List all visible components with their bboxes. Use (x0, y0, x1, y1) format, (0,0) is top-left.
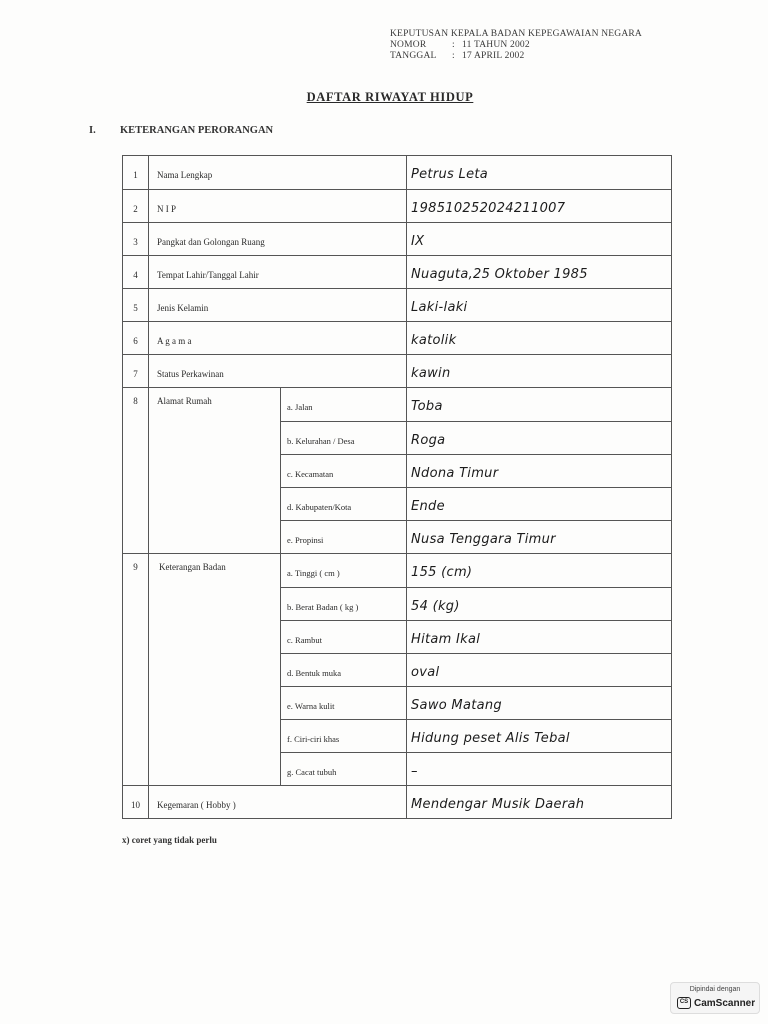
subrow-value: oval (411, 665, 440, 680)
table-row-nip (123, 189, 671, 222)
row-value: Mendengar Musik Daerah (411, 797, 585, 812)
table-row-marital (123, 354, 671, 387)
subrow-height (281, 554, 671, 587)
subrow-label: e. Propinsi (281, 521, 407, 553)
row-label: Kegemaran ( Hobby ) (149, 786, 407, 818)
camscanner-logo-icon: CS (677, 997, 691, 1009)
scanner-brand (677, 997, 755, 1009)
subrow-regency (281, 487, 671, 520)
subrow-value: Ende (411, 499, 445, 514)
decree-title: KEPUTUSAN KEPALA BADAN KEPEGAWAIAN NEGARA (390, 29, 642, 39)
row-value: Petrus Leta (411, 167, 489, 182)
row-value: IX (411, 234, 425, 249)
subrow-province (281, 520, 671, 553)
section-heading (89, 125, 273, 136)
subrow-label: f. Ciri-ciri khas (281, 720, 407, 752)
row-number: 4 (123, 256, 149, 288)
decree-date-key: TANGGAL (390, 51, 437, 61)
row-value: kawin (411, 366, 451, 381)
row-label: Pangkat dan Golongan Ruang (149, 223, 407, 255)
subrow-value: Sawo Matang (411, 698, 502, 713)
subrow-value: – (411, 764, 418, 779)
table-row-religion (123, 321, 671, 354)
row-label: Nama Lengkap (149, 156, 407, 189)
table-row-birth (123, 255, 671, 288)
subrow-village (281, 421, 671, 454)
table-row-hobby (123, 785, 671, 818)
subrow-disability (281, 752, 671, 785)
subrow-value: Toba (411, 399, 443, 414)
document-title-text: DAFTAR RIWAYAT HIDUP (306, 90, 474, 104)
subrow-value: Ndona Timur (411, 466, 499, 481)
decree-date (390, 51, 642, 62)
subrow-features (281, 719, 671, 752)
decree-number (390, 40, 642, 51)
decree-number-key: NOMOR (390, 40, 427, 50)
section-heading-text: KETERANGAN PERORANGAN (120, 125, 274, 136)
subrow-street (281, 388, 671, 421)
decree-date-value: 17 APRIL 2002 (462, 51, 525, 61)
row-value: Laki-laki (411, 300, 468, 315)
row-value: Nuaguta,25 Oktober 1985 (411, 267, 588, 282)
row-number: 5 (123, 289, 149, 321)
group-label: Keterangan Badan (149, 554, 281, 785)
address-subrows (281, 388, 671, 553)
subrow-label: d. Bentuk muka (281, 654, 407, 686)
subrow-label: d. Kabupaten/Kota (281, 488, 407, 520)
subrow-value: 155 (cm) (411, 565, 473, 580)
subrow-label: b. Berat Badan ( kg ) (281, 588, 407, 620)
row-number: 1 (123, 156, 149, 189)
table-row-full-name (123, 156, 671, 189)
section-number: I. (89, 125, 96, 136)
subrow-value: Hitam Ikal (411, 632, 481, 647)
row-number: 8 (123, 388, 149, 553)
row-number: 6 (123, 322, 149, 354)
row-value: katolik (411, 333, 457, 348)
row-label: Jenis Kelamin (149, 289, 407, 321)
decree-reference (390, 29, 642, 62)
row-number: 7 (123, 355, 149, 387)
subrow-label: g. Cacat tubuh (281, 753, 407, 785)
document-title (0, 88, 768, 106)
row-number: 2 (123, 190, 149, 222)
subrow-label: c. Rambut (281, 621, 407, 653)
table-row-rank (123, 222, 671, 255)
body-subrows (281, 554, 671, 785)
table-group-address (123, 387, 671, 553)
subrow-value: Hidung peset Alis Tebal (411, 731, 570, 746)
row-label: N I P (149, 190, 407, 222)
group-label: Alamat Rumah (149, 388, 281, 553)
subrow-value: 54 (kg) (411, 599, 460, 614)
camscanner-watermark (670, 982, 760, 1014)
decree-number-value: 11 TAHUN 2002 (462, 40, 530, 50)
subrow-value: Roga (411, 433, 446, 448)
row-value: 198510252024211007 (411, 201, 566, 216)
table-row-gender (123, 288, 671, 321)
subrow-face (281, 653, 671, 686)
subrow-label: a. Tinggi ( cm ) (281, 554, 407, 587)
subrow-value: Nusa Tenggara Timur (411, 532, 556, 547)
scanner-caption: Dipindai dengan (689, 986, 741, 993)
row-number: 9 (123, 554, 149, 785)
table-group-body (123, 553, 671, 785)
subrow-label: b. Kelurahan / Desa (281, 422, 407, 454)
subrow-label: c. Kecamatan (281, 455, 407, 487)
footnote: x) coret yang tidak perlu (122, 835, 217, 845)
subrow-weight (281, 587, 671, 620)
subrow-label: a. Jalan (281, 388, 407, 421)
row-label: Tempat Lahir/Tanggal Lahir (149, 256, 407, 288)
subrow-hair (281, 620, 671, 653)
decree-date-sep: : (452, 51, 455, 61)
row-label: A g a m a (149, 322, 407, 354)
scanner-brand-text: CamScanner (694, 997, 756, 1009)
personal-data-table (122, 155, 672, 819)
subrow-district (281, 454, 671, 487)
row-label: Status Perkawinan (149, 355, 407, 387)
row-number: 3 (123, 223, 149, 255)
subrow-label: e. Warna kulit (281, 687, 407, 719)
decree-number-sep: : (452, 40, 455, 50)
row-number: 10 (123, 786, 149, 818)
subrow-skin (281, 686, 671, 719)
